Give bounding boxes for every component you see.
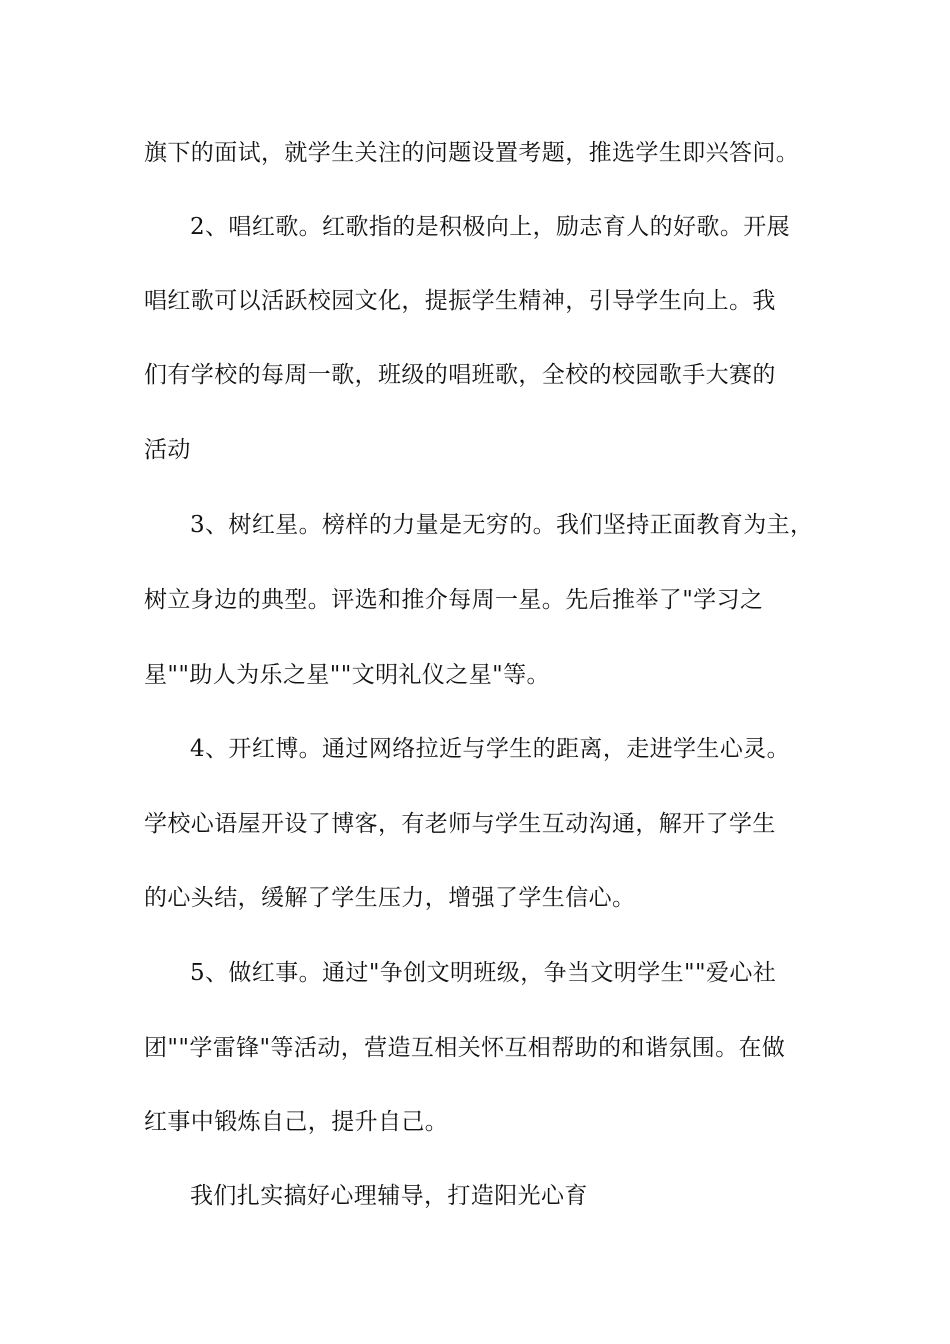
text-line: 活动 [144, 437, 191, 463]
text-line: 的心头结，缓解了学生压力，增强了学生信心。 [144, 885, 636, 911]
text-line: 团""学雷锋"等活动，营造互相关怀互相帮助的和谐氛围。在做 [144, 1035, 786, 1061]
paragraph-3-start: 3、树红星。榜样的力量是无穷的。我们坚持正面教育为主， [190, 512, 814, 538]
text-line: 旗下的面试，就学生关注的问题设置考题，推选学生即兴答问。 [144, 140, 800, 166]
text-line: 红事中锻炼自己，提升自己。 [144, 1109, 449, 1135]
paragraph-4-start: 4、开红博。通过网络拉近与学生的距离，走进学生心灵。 [190, 736, 791, 762]
text-line: 树立身边的典型。评选和推介每周一星。先后推举了"学习之 [144, 587, 764, 613]
text-line: 学校心语屋开设了博客，有老师与学生互动沟通，解开了学生 [144, 811, 776, 837]
text-line: 们有学校的每周一歌，班级的唱班歌，全校的校园歌手大赛的 [144, 362, 776, 388]
paragraph-6-start: 我们扎实搞好心理辅导，打造阳光心育 [190, 1183, 588, 1209]
text-line: 星""助人为乐之星""文明礼仪之星"等。 [144, 662, 550, 688]
paragraph-2-start: 2、唱红歌。红歌指的是积极向上，励志育人的好歌。开展 [190, 214, 791, 240]
paragraph-5-start: 5、做红事。通过"争创文明班级，争当文明学生""爱心社 [190, 960, 777, 986]
text-line: 唱红歌可以活跃校园文化，提振学生精神，引导学生向上。我 [144, 288, 776, 314]
